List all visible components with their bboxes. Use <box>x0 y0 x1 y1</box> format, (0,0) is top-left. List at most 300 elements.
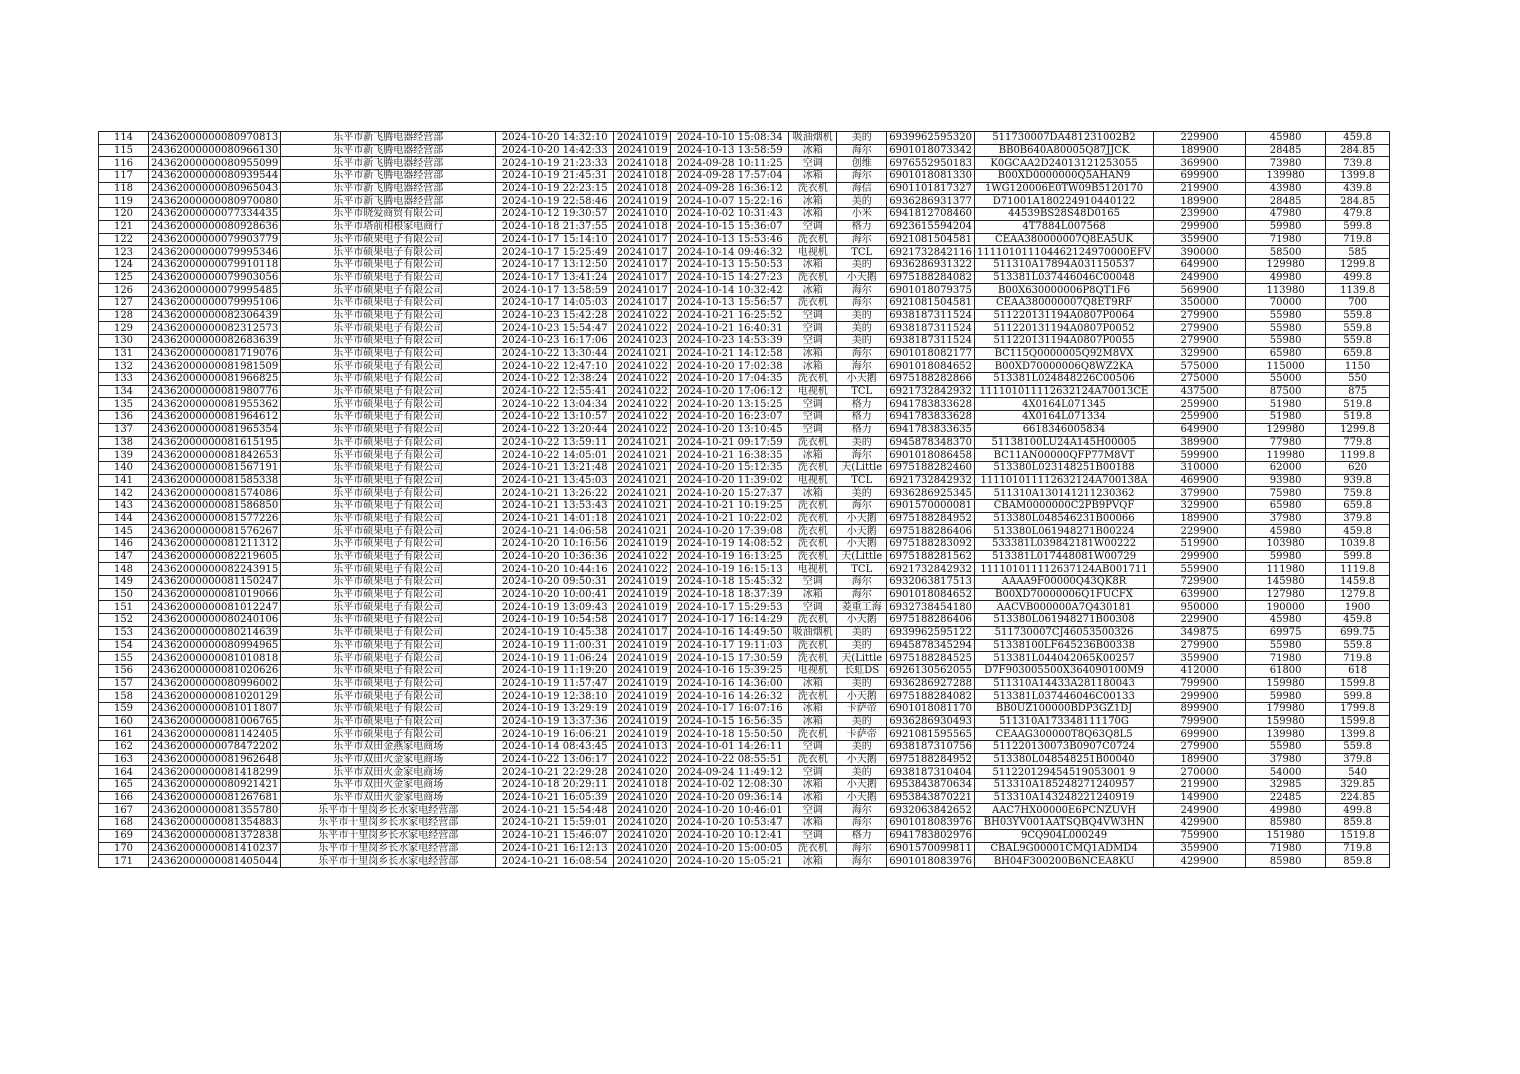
batch-date-cell: 20241019 <box>614 588 671 601</box>
price-cell: 437500 <box>1154 385 1246 398</box>
merchant-name-cell: 乐平市硕果电子有限公司 <box>281 538 496 551</box>
merchant-name-cell: 乐平市塔前相根家电商行 <box>281 220 496 233</box>
submit-time-cell: 2024-10-12 19:30:57 <box>496 208 614 221</box>
product-category-cell: 洗衣机 <box>789 182 837 195</box>
serial-number-cell: AAAA9F00000Q43QK8R <box>974 576 1153 589</box>
purchase-time-cell: 2024-10-18 15:50:50 <box>671 728 789 741</box>
submit-time-cell: 2024-10-21 15:54:48 <box>496 804 614 817</box>
barcode-cell: 6975188284952 <box>887 753 975 766</box>
merchant-name-cell: 乐平市硕果电子有限公司 <box>281 449 496 462</box>
price-cell: 279900 <box>1154 639 1246 652</box>
product-category-cell: 洗衣机 <box>789 639 837 652</box>
record-id-cell: 24362000000081020626 <box>149 664 281 677</box>
record-id-cell: 24362000000081010818 <box>149 652 281 665</box>
serial-number-cell: CBAL9G00001CMQ1ADMD4 <box>974 842 1153 855</box>
product-category-cell: 吸油烟机 <box>789 626 837 639</box>
subsidy-amount-cell: 55980 <box>1246 639 1326 652</box>
price-cell: 299900 <box>1154 550 1246 563</box>
record-id-cell: 24362000000080965043 <box>149 182 281 195</box>
product-category-cell: 洗衣机 <box>789 525 837 538</box>
subsidy-amount-cell: 190000 <box>1246 601 1326 614</box>
merchant-name-cell: 乐平市硕果电子有限公司 <box>281 335 496 348</box>
purchase-time-cell: 2024-10-01 14:26:11 <box>671 741 789 754</box>
submit-time-cell: 2024-10-19 22:23:15 <box>496 182 614 195</box>
amount-cell: 1799.8 <box>1326 702 1390 715</box>
record-id-cell: 24362000000080996002 <box>149 677 281 690</box>
row-index-cell: 142 <box>99 487 149 500</box>
record-id-cell: 24362000000080994965 <box>149 639 281 652</box>
subsidy-amount-cell: 59980 <box>1246 690 1326 703</box>
table-row <box>99 766 1390 779</box>
amount-cell: 459.8 <box>1326 132 1390 145</box>
barcode-cell: 6941783802976 <box>887 829 975 842</box>
barcode-cell: 6901018082177 <box>887 347 975 360</box>
brand-cell: 海尔 <box>837 170 887 183</box>
brand-cell: 美的 <box>837 258 887 271</box>
table-row <box>99 258 1390 271</box>
price-cell: 359900 <box>1154 842 1246 855</box>
brand-cell: 美的 <box>837 677 887 690</box>
subsidy-amount-cell: 28485 <box>1246 144 1326 157</box>
barcode-cell: 6921081595565 <box>887 728 975 741</box>
row-index-cell: 146 <box>99 538 149 551</box>
row-index-cell: 139 <box>99 449 149 462</box>
batch-date-cell: 20241021 <box>614 449 671 462</box>
row-index-cell: 162 <box>99 741 149 754</box>
row-index-cell: 138 <box>99 436 149 449</box>
table-row <box>99 170 1390 183</box>
price-cell: 429900 <box>1154 817 1246 830</box>
brand-cell: 格力 <box>837 829 887 842</box>
amount-cell: 459.8 <box>1326 614 1390 627</box>
purchase-time-cell: 2024-10-23 14:53:39 <box>671 335 789 348</box>
product-category-cell: 冰箱 <box>789 258 837 271</box>
purchase-time-cell: 2024-10-15 16:56:35 <box>671 715 789 728</box>
serial-number-cell: 111101011112632124A70013CE <box>974 385 1153 398</box>
merchant-name-cell: 乐平市硕果电子有限公司 <box>281 499 496 512</box>
row-index-cell: 140 <box>99 461 149 474</box>
batch-date-cell: 20241022 <box>614 322 671 335</box>
brand-cell: 天(Little <box>837 652 887 665</box>
batch-date-cell: 20241022 <box>614 385 671 398</box>
merchant-name-cell: 乐平市十里岗乡长水家电经营部 <box>281 804 496 817</box>
table-row <box>99 474 1390 487</box>
row-index-cell: 169 <box>99 829 149 842</box>
table-row <box>99 347 1390 360</box>
row-index-cell: 125 <box>99 271 149 284</box>
record-id-cell: 24362000000079995485 <box>149 284 281 297</box>
brand-cell: 小米 <box>837 208 887 221</box>
product-category-cell: 冰箱 <box>789 715 837 728</box>
serial-number-cell: BH03YV001AATSQBQ4VW3HN <box>974 817 1153 830</box>
brand-cell: 卡萨帝 <box>837 728 887 741</box>
price-cell: 219900 <box>1154 182 1246 195</box>
product-category-cell: 空调 <box>789 576 837 589</box>
submit-time-cell: 2024-10-21 16:05:39 <box>496 791 614 804</box>
batch-date-cell: 20241022 <box>614 550 671 563</box>
product-category-cell: 冰箱 <box>789 855 837 868</box>
barcode-cell: 6975188286406 <box>887 614 975 627</box>
serial-number-cell: 511220131194A0807P0055 <box>974 335 1153 348</box>
purchase-time-cell: 2024-10-13 15:50:53 <box>671 258 789 271</box>
serial-number-cell: BB0UZ100000BDP3GZ1DJ <box>974 702 1153 715</box>
serial-number-cell: 513381L017448081W00729 <box>974 550 1153 563</box>
submit-time-cell: 2024-10-22 13:04:34 <box>496 398 614 411</box>
serial-number-cell: CEAAG300000T8Q63Q8L5 <box>974 728 1153 741</box>
price-cell: 950000 <box>1154 601 1246 614</box>
row-index-cell: 135 <box>99 398 149 411</box>
price-cell: 259900 <box>1154 411 1246 424</box>
merchant-name-cell: 乐平市双田金燕家电商场 <box>281 741 496 754</box>
row-index-cell: 145 <box>99 525 149 538</box>
amount-cell: 1519.8 <box>1326 829 1390 842</box>
record-id-cell: 24362000000081267681 <box>149 791 281 804</box>
table-row <box>99 791 1390 804</box>
table-row <box>99 829 1390 842</box>
price-cell: 569900 <box>1154 284 1246 297</box>
serial-number-cell: 511310A130141211230362 <box>974 487 1153 500</box>
record-id-cell: 24362000000081405044 <box>149 855 281 868</box>
brand-cell: 海尔 <box>837 855 887 868</box>
purchase-time-cell: 2024-10-16 14:26:32 <box>671 690 789 703</box>
amount-cell: 739.8 <box>1326 157 1390 170</box>
merchant-name-cell: 乐平市硕果电子有限公司 <box>281 271 496 284</box>
row-index-cell: 152 <box>99 614 149 627</box>
amount-cell: 550 <box>1326 373 1390 386</box>
subsidy-amount-cell: 59980 <box>1246 220 1326 233</box>
submit-time-cell: 2024-10-22 13:10:57 <box>496 411 614 424</box>
table-row <box>99 499 1390 512</box>
row-index-cell: 121 <box>99 220 149 233</box>
product-category-cell: 冰箱 <box>789 195 837 208</box>
row-index-cell: 148 <box>99 563 149 576</box>
barcode-cell: 6941783833628 <box>887 398 975 411</box>
record-id-cell: 24362000000082683639 <box>149 335 281 348</box>
submit-time-cell: 2024-10-17 14:05:03 <box>496 296 614 309</box>
record-id-cell: 24362000000081020129 <box>149 690 281 703</box>
barcode-cell: 6901570099811 <box>887 842 975 855</box>
batch-date-cell: 20241022 <box>614 423 671 436</box>
brand-cell: 美的 <box>837 132 887 145</box>
record-id-cell: 24362000000081567191 <box>149 461 281 474</box>
table-row <box>99 538 1390 551</box>
merchant-name-cell: 乐平市硕果电子有限公司 <box>281 296 496 309</box>
record-id-cell: 24362000000080240106 <box>149 614 281 627</box>
table-row <box>99 360 1390 373</box>
price-cell: 249900 <box>1154 271 1246 284</box>
serial-number-cell: 51138100LU24A145H00005 <box>974 436 1153 449</box>
record-id-cell: 24362000000080966130 <box>149 144 281 157</box>
batch-date-cell: 20241022 <box>614 411 671 424</box>
merchant-name-cell: 乐平市硕果电子有限公司 <box>281 411 496 424</box>
subsidy-amount-cell: 55000 <box>1246 373 1326 386</box>
brand-cell: 小天鹅 <box>837 525 887 538</box>
price-cell: 575000 <box>1154 360 1246 373</box>
row-index-cell: 124 <box>99 258 149 271</box>
serial-number-cell: 511310A173348111170G <box>974 715 1153 728</box>
barcode-cell: 6941783833635 <box>887 423 975 436</box>
amount-cell: 618 <box>1326 664 1390 677</box>
table-row <box>99 296 1390 309</box>
record-id-cell: 24362000000081965354 <box>149 423 281 436</box>
brand-cell: 海尔 <box>837 347 887 360</box>
price-cell: 299900 <box>1154 690 1246 703</box>
subsidy-amount-cell: 45980 <box>1246 614 1326 627</box>
serial-number-cell: CEAA380000007Q8EA5UK <box>974 233 1153 246</box>
purchase-time-cell: 2024-10-17 16:14:29 <box>671 614 789 627</box>
table-row <box>99 563 1390 576</box>
amount-cell: 620 <box>1326 461 1390 474</box>
submit-time-cell: 2024-10-19 10:45:38 <box>496 626 614 639</box>
record-id-cell: 24362000000079903779 <box>149 233 281 246</box>
serial-number-cell: 513381L037446046C00048 <box>974 271 1153 284</box>
purchase-time-cell: 2024-10-21 14:12:58 <box>671 347 789 360</box>
barcode-cell: 6941783833628 <box>887 411 975 424</box>
amount-cell: 559.8 <box>1326 322 1390 335</box>
barcode-cell: 6926130562055 <box>887 664 975 677</box>
amount-cell: 1399.8 <box>1326 728 1390 741</box>
amount-cell: 1199.8 <box>1326 449 1390 462</box>
price-cell: 189900 <box>1154 753 1246 766</box>
barcode-cell: 6901018086458 <box>887 449 975 462</box>
merchant-name-cell: 乐平市硕果电子有限公司 <box>281 398 496 411</box>
record-id-cell: 24362000000079995106 <box>149 296 281 309</box>
purchase-time-cell: 2024-10-14 10:32:42 <box>671 284 789 297</box>
barcode-cell: 6901018079375 <box>887 284 975 297</box>
row-index-cell: 149 <box>99 576 149 589</box>
brand-cell: TCL <box>837 563 887 576</box>
batch-date-cell: 20241021 <box>614 347 671 360</box>
product-category-cell: 洗衣机 <box>789 499 837 512</box>
amount-cell: 1039.8 <box>1326 538 1390 551</box>
amount-cell: 599.8 <box>1326 690 1390 703</box>
subsidy-amount-cell: 119980 <box>1246 449 1326 462</box>
table-row <box>99 487 1390 500</box>
serial-number-cell: 511220130073B0907C0724 <box>974 741 1153 754</box>
brand-cell: 美的 <box>837 322 887 335</box>
batch-date-cell: 20241018 <box>614 170 671 183</box>
brand-cell: 天(Little <box>837 461 887 474</box>
product-category-cell: 冰箱 <box>789 588 837 601</box>
subsidy-amount-cell: 22485 <box>1246 791 1326 804</box>
merchant-name-cell: 乐平市硕果电子有限公司 <box>281 246 496 259</box>
purchase-time-cell: 2024-10-20 15:12:35 <box>671 461 789 474</box>
batch-date-cell: 20241021 <box>614 474 671 487</box>
product-category-cell: 洗衣机 <box>789 373 837 386</box>
amount-cell: 1599.8 <box>1326 715 1390 728</box>
row-index-cell: 133 <box>99 373 149 386</box>
serial-number-cell: 4T7884L007568 <box>974 220 1153 233</box>
table-row <box>99 373 1390 386</box>
product-category-cell: 洗衣机 <box>789 538 837 551</box>
barcode-cell: 6976552950183 <box>887 157 975 170</box>
product-category-cell: 空调 <box>789 423 837 436</box>
product-category-cell: 洗衣机 <box>789 728 837 741</box>
barcode-cell: 6921732842116 <box>887 246 975 259</box>
record-id-cell: 24362000000077334435 <box>149 208 281 221</box>
subsidy-amount-cell: 73980 <box>1246 157 1326 170</box>
subsidy-amount-cell: 129980 <box>1246 423 1326 436</box>
submit-time-cell: 2024-10-19 21:45:31 <box>496 170 614 183</box>
row-index-cell: 117 <box>99 170 149 183</box>
serial-number-cell: 111101011104462124970000EFV <box>974 246 1153 259</box>
table-row <box>99 335 1390 348</box>
serial-number-cell: 4X0164L071345 <box>974 398 1153 411</box>
merchant-name-cell: 乐平市新飞腾电器经营部 <box>281 182 496 195</box>
subsidy-record-table <box>98 131 1390 868</box>
row-index-cell: 126 <box>99 284 149 297</box>
merchant-name-cell: 乐平市双田火金家电商场 <box>281 766 496 779</box>
barcode-cell: 6938187310404 <box>887 766 975 779</box>
subsidy-amount-cell: 47980 <box>1246 208 1326 221</box>
batch-date-cell: 20241019 <box>614 690 671 703</box>
table-row <box>99 576 1390 589</box>
product-category-cell: 空调 <box>789 309 837 322</box>
barcode-cell: 6936286925345 <box>887 487 975 500</box>
subsidy-amount-cell: 145980 <box>1246 576 1326 589</box>
record-id-cell: 24362000000081574086 <box>149 487 281 500</box>
batch-date-cell: 20241019 <box>614 601 671 614</box>
barcode-cell: 6945878345294 <box>887 639 975 652</box>
batch-date-cell: 20241022 <box>614 753 671 766</box>
amount-cell: 939.8 <box>1326 474 1390 487</box>
submit-time-cell: 2024-10-19 22:58:46 <box>496 195 614 208</box>
submit-time-cell: 2024-10-19 13:29:19 <box>496 702 614 715</box>
batch-date-cell: 20241019 <box>614 652 671 665</box>
product-category-cell: 洗衣机 <box>789 614 837 627</box>
serial-number-cell: 511730007CJ46053500326 <box>974 626 1153 639</box>
price-cell: 189900 <box>1154 512 1246 525</box>
price-cell: 189900 <box>1154 144 1246 157</box>
row-index-cell: 170 <box>99 842 149 855</box>
subsidy-amount-cell: 71980 <box>1246 652 1326 665</box>
amount-cell: 659.8 <box>1326 499 1390 512</box>
merchant-name-cell: 乐平市新飞腾电器经营部 <box>281 132 496 145</box>
row-index-cell: 157 <box>99 677 149 690</box>
subsidy-amount-cell: 43980 <box>1246 182 1326 195</box>
brand-cell: 小天鹅 <box>837 538 887 551</box>
amount-cell: 1399.8 <box>1326 170 1390 183</box>
brand-cell: 格力 <box>837 220 887 233</box>
amount-cell: 599.8 <box>1326 550 1390 563</box>
submit-time-cell: 2024-10-19 11:19:20 <box>496 664 614 677</box>
batch-date-cell: 20241021 <box>614 487 671 500</box>
record-id-cell: 24362000000079910118 <box>149 258 281 271</box>
table-row <box>99 182 1390 195</box>
submit-time-cell: 2024-10-19 10:54:58 <box>496 614 614 627</box>
purchase-time-cell: 2024-10-21 16:38:35 <box>671 449 789 462</box>
amount-cell: 479.8 <box>1326 208 1390 221</box>
batch-date-cell: 20241022 <box>614 563 671 576</box>
record-id-cell: 24362000000081585338 <box>149 474 281 487</box>
purchase-time-cell: 2024-10-20 17:04:35 <box>671 373 789 386</box>
batch-date-cell: 20241022 <box>614 360 671 373</box>
merchant-name-cell: 乐平市双田火金家电商场 <box>281 791 496 804</box>
barcode-cell: 6901018083976 <box>887 817 975 830</box>
serial-number-cell: 44539BS28S48D0165 <box>974 208 1153 221</box>
row-index-cell: 128 <box>99 309 149 322</box>
submit-time-cell: 2024-10-21 13:26:22 <box>496 487 614 500</box>
batch-date-cell: 20241021 <box>614 499 671 512</box>
subsidy-amount-cell: 55980 <box>1246 309 1326 322</box>
serial-number-cell: BC11AN00000QFP77M8VT <box>974 449 1153 462</box>
batch-date-cell: 20241019 <box>614 715 671 728</box>
submit-time-cell: 2024-10-20 10:16:56 <box>496 538 614 551</box>
product-category-cell: 洗衣机 <box>789 461 837 474</box>
amount-cell: 379.8 <box>1326 512 1390 525</box>
subsidy-amount-cell: 87500 <box>1246 385 1326 398</box>
merchant-name-cell: 乐平市硕果电子有限公司 <box>281 525 496 538</box>
barcode-cell: 6975188281562 <box>887 550 975 563</box>
row-index-cell: 136 <box>99 411 149 424</box>
brand-cell: 格力 <box>837 411 887 424</box>
amount-cell: 719.8 <box>1326 842 1390 855</box>
batch-date-cell: 20241017 <box>614 614 671 627</box>
row-index-cell: 116 <box>99 157 149 170</box>
record-id-cell: 24362000000081586850 <box>149 499 281 512</box>
purchase-time-cell: 2024-09-28 10:11:25 <box>671 157 789 170</box>
row-index-cell: 163 <box>99 753 149 766</box>
brand-cell: 长虹DS <box>837 664 887 677</box>
batch-date-cell: 20241020 <box>614 842 671 855</box>
submit-time-cell: 2024-10-22 14:05:01 <box>496 449 614 462</box>
row-index-cell: 147 <box>99 550 149 563</box>
row-index-cell: 154 <box>99 639 149 652</box>
batch-date-cell: 20241017 <box>614 284 671 297</box>
serial-number-cell: 511220131194A0807P0052 <box>974 322 1153 335</box>
submit-time-cell: 2024-10-23 15:54:47 <box>496 322 614 335</box>
batch-date-cell: 20241023 <box>614 335 671 348</box>
subsidy-amount-cell: 103980 <box>1246 538 1326 551</box>
submit-time-cell: 2024-10-21 16:12:13 <box>496 842 614 855</box>
amount-cell: 875 <box>1326 385 1390 398</box>
purchase-time-cell: 2024-10-20 17:39:08 <box>671 525 789 538</box>
batch-date-cell: 20241019 <box>614 702 671 715</box>
brand-cell: TCL <box>837 385 887 398</box>
amount-cell: 1139.8 <box>1326 284 1390 297</box>
product-category-cell: 洗衣机 <box>789 690 837 703</box>
amount-cell: 599.8 <box>1326 220 1390 233</box>
serial-number-cell: 4X0164L071334 <box>974 411 1153 424</box>
product-category-cell: 洗衣机 <box>789 550 837 563</box>
submit-time-cell: 2024-10-22 13:30:44 <box>496 347 614 360</box>
brand-cell: 格力 <box>837 423 887 436</box>
brand-cell: 小天鹅 <box>837 753 887 766</box>
table-row <box>99 664 1390 677</box>
row-index-cell: 151 <box>99 601 149 614</box>
purchase-time-cell: 2024-10-07 15:22:16 <box>671 195 789 208</box>
table-row <box>99 195 1390 208</box>
barcode-cell: 6901018081330 <box>887 170 975 183</box>
amount-cell: 859.8 <box>1326 817 1390 830</box>
purchase-time-cell: 2024-09-24 11:49:12 <box>671 766 789 779</box>
barcode-cell: 6953843870634 <box>887 779 975 792</box>
record-id-cell: 24362000000080970080 <box>149 195 281 208</box>
purchase-time-cell: 2024-10-20 16:23:07 <box>671 411 789 424</box>
product-category-cell: 空调 <box>789 220 837 233</box>
purchase-time-cell: 2024-10-15 14:27:23 <box>671 271 789 284</box>
product-category-cell: 洗衣机 <box>789 271 837 284</box>
serial-number-cell: 51338100LF645236B00338 <box>974 639 1153 652</box>
amount-cell: 284.85 <box>1326 144 1390 157</box>
record-id-cell: 24362000000082243915 <box>149 563 281 576</box>
subsidy-amount-cell: 55980 <box>1246 335 1326 348</box>
submit-time-cell: 2024-10-17 15:25:49 <box>496 246 614 259</box>
amount-cell: 284.85 <box>1326 195 1390 208</box>
table-row <box>99 436 1390 449</box>
row-index-cell: 167 <box>99 804 149 817</box>
product-category-cell: 洗衣机 <box>789 753 837 766</box>
